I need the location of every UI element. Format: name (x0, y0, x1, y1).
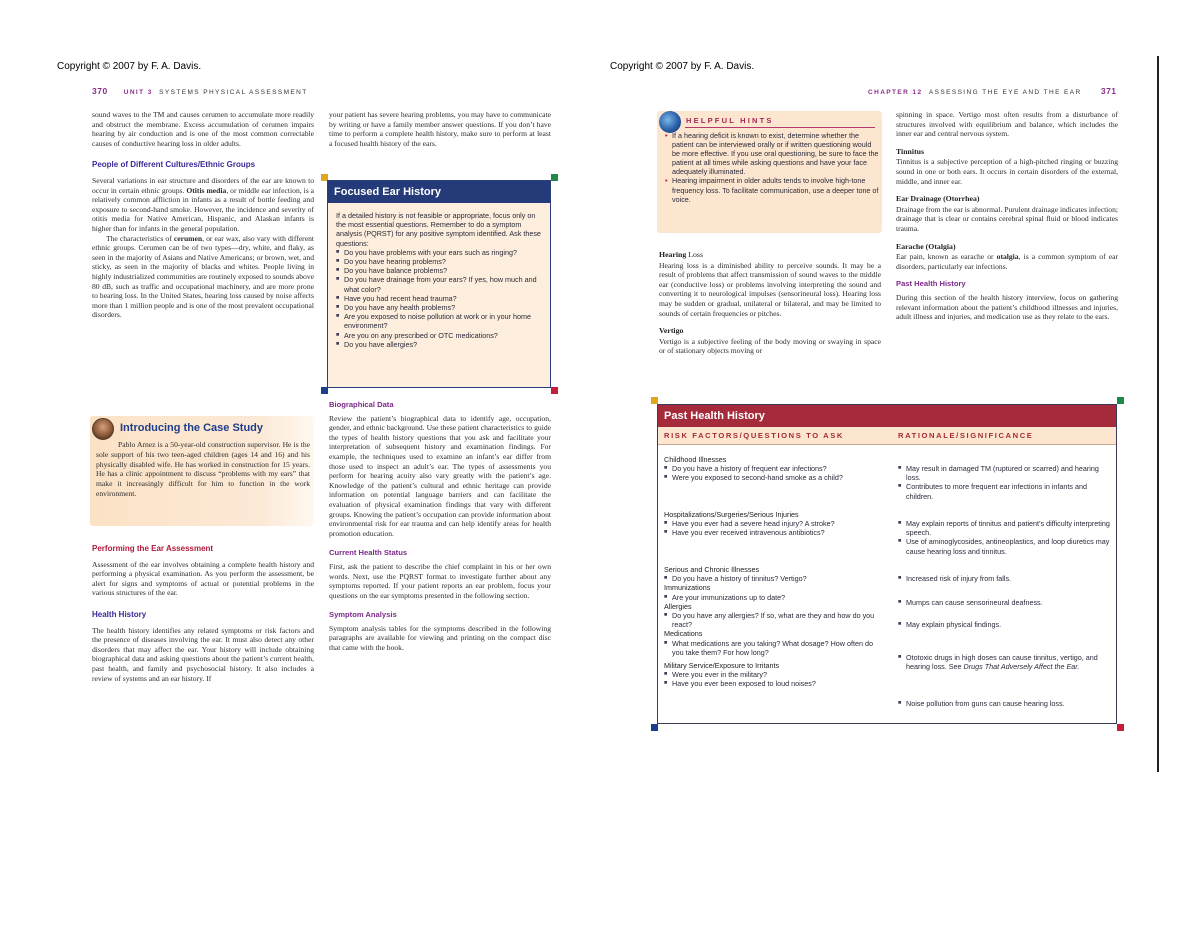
current-health-heading: Current Health Status (329, 548, 408, 558)
health-history-heading: Health History (92, 609, 147, 619)
corner-marker (551, 174, 558, 181)
table-row (664, 565, 882, 689)
current-health-paragraph: First, ask the patient to describe the chief complaint in his or her own words. Next, use the PQRST format to investigate further about any symptoms reported. If your patient reports an ear problem, focus your questions on the ear symptoms presented in the following section. (329, 561, 551, 600)
copyright-left: Copyright © 2007 by F. A. Davis. (57, 61, 202, 72)
table-rationale: ■ Noise pollution from guns can cause hearing loss. (898, 699, 1110, 708)
list-item: ■ Are you exposed to noise pollution at work or in your home environment? (336, 312, 542, 330)
list-item: • Hearing impairment in older adults tends to involve high-tone frequency loss. To facilitate communication, use a deeper tone of voice. (665, 176, 879, 203)
left-column-2-top (329, 110, 551, 148)
focused-box-body (328, 203, 550, 349)
table-category: Childhood Illnesses (664, 455, 727, 464)
earache-paragraph: Ear pain, known as earache or otalgia, is a common symptom of ear disorders, particularly ear infections. (896, 252, 1118, 271)
table-question: ■ Do you have a history of tinnitus? Vertigo? (664, 574, 882, 583)
list-item: ■ Do you have allergies? (336, 340, 542, 349)
hearing-loss-paragraph: Hearing loss is a diminished ability to perceive sounds. It may be a result of problems that affect transmission of sound waves to the middle ear (conductive loss) or problems involving interpreting the sound and converting it to neurological impulses (sensorineural loss). Hearing loss may be sudden or gradual, unilateral or bilateral, and may be limited to sounds of certain frequencies or pitches. (659, 260, 881, 318)
left-column-1-lower (92, 540, 314, 683)
performing-paragraph: Assessment of the ear involves obtaining a complete health history and performing a physical examination. As you perform the assessment, be alert for signs and symptoms of actual or potential problems in the various structures of the ear. (92, 559, 314, 598)
unit-label: UNIT 3 (123, 89, 153, 96)
table-category: Serious and Chronic Illnesses (664, 565, 760, 574)
copyright-right: Copyright © 2007 by F. A. Davis. (610, 61, 755, 72)
list-item: ■ Do you have hearing problems? (336, 257, 542, 266)
table-row (898, 464, 1110, 501)
list-item: ■ Do you have balance problems? (336, 266, 542, 275)
vertigo-heading: Vertigo (659, 326, 684, 336)
corner-marker (651, 397, 658, 404)
symptom-analysis-paragraph: Symptom analysis tables for the symptoms described in the following paragraphs are available for viewing and printing on the compact disc that came with the book. (329, 623, 551, 653)
running-head-left (92, 86, 308, 96)
table-rationale: ■ Mumps can cause sensorineural deafness. (898, 598, 1110, 607)
table-rationale: ■ May explain physical findings. (898, 620, 1110, 629)
hearing-loss-heading: Hearing Loss (659, 250, 703, 259)
table-row (898, 620, 1110, 629)
running-head-right (868, 86, 1117, 96)
table-header-row (658, 427, 1116, 445)
table-category: Hospitalizations/Surgeries/Serious Injuries (664, 510, 799, 519)
vertigo-paragraph: Vertigo is a subjective feeling of the body moving or swaying in space or of stationary objects moving or (659, 336, 881, 356)
earache-heading: Earache (Otalgia) (896, 241, 956, 251)
list-item: ■ Do you have any health problems? (336, 303, 542, 312)
tinnitus-heading: Tinnitus (896, 146, 925, 156)
col2-intro-paragraph: your patient has severe hearing problems, you may have to communicate by writing or have a family member answer questions. If you don’t have time to perform a complete health history, make sure to perform at least a focused health history of the ears. (329, 110, 551, 148)
right-column-1 (659, 242, 881, 356)
table-question: ■ Were you exposed to second-hand smoke as a child? (664, 473, 882, 482)
past-health-paragraph: During this section of the health history interview, focus on gathering relevant information about the patient’s childhood illnesses and injuries, adult illness and injuries, and medication use as they relate to the ears. (896, 292, 1118, 322)
hints-list (665, 131, 879, 204)
performing-heading: Performing the Ear Assessment (92, 544, 214, 553)
table-header-left: RISK FACTORS/QUESTIONS TO ASK (664, 431, 845, 440)
table-question: ■ Have you ever been exposed to loud noises? (664, 679, 882, 688)
bio-heading: Biographical Data (329, 400, 394, 409)
tinnitus-paragraph: Tinnitus is a subjective perception of a high-pitched ringing or buzzing sound in one or both ears. It occurs in certain disorders of the external, middle, and inner ear. (896, 157, 1118, 186)
table-rationale: ■ May result in damaged TM (ruptured or scarred) and hearing loss. (898, 464, 1110, 482)
table-row (898, 574, 1110, 583)
table-row (898, 699, 1110, 708)
helpful-hints-box (657, 111, 882, 233)
globe-icon (659, 111, 681, 133)
table-category: Allergies (664, 601, 692, 611)
chapter-label: CHAPTER 12 (868, 89, 923, 96)
list-item: • If a hearing deficit is known to exist, determine whether the patient can be interviewed orally or if written questioning would be more effective. If you use oral questioning, be sure to face the patient at all times while asking questions and have your face adequately illuminated. (665, 131, 879, 176)
drainage-heading: Ear Drainage (Otorrhea) (896, 194, 980, 204)
past-health-history-table (657, 404, 1117, 724)
table-row (664, 510, 882, 538)
people-paragraph-1: Several variations in ear structure and disorders of the ear are known to occur in certain ethnic groups. Otitis media, or middle ear infection, is a relatively common affliction in infants as a result of bottle feeding and exposure to second-hand smoke. However, the incidence and severity of otitis media for Native American, Hispanic, and Alaskan infants is higher than for infants in the general population. (92, 175, 314, 233)
table-row (898, 598, 1110, 607)
table-question: ■ Have you ever had a severe head injury? A stroke? (664, 519, 882, 528)
list-item: ■ Do you have drainage from your ears? If yes, how much and what color? (336, 275, 542, 293)
list-item: ■ Have you had recent head trauma? (336, 294, 542, 303)
table-row (898, 519, 1110, 556)
table-category: Military Service/Exposure to Irritants (664, 661, 780, 671)
focused-question-list (336, 248, 542, 349)
table-header-right: RATIONALE/SIGNIFICANCE (898, 431, 1034, 440)
corner-marker (651, 724, 658, 731)
page-edge-rule (1157, 56, 1159, 772)
patient-photo-icon (92, 418, 114, 440)
symptom-analysis-heading: Symptom Analysis (329, 610, 397, 620)
people-heading: People of Different Cultures/Ethnic Groups (92, 160, 256, 170)
page-number-left: 370 (92, 86, 108, 96)
corner-marker (1117, 397, 1124, 404)
health-history-paragraph: The health history identifies any related symptoms or risk factors and the presence of diseases involving the ear. It must also detect any other disorders that may affect the ear. Your history will include obtaining biographical data and asking questions about the patient’s current health, past health, and family and psychosocial history. It also includes a review of systems and an ear history. If (92, 625, 314, 683)
hints-title: HELPFUL HINTS (686, 116, 774, 125)
focused-ear-history-box (327, 180, 551, 388)
table-question: ■ Were you ever in the military? (664, 670, 882, 679)
people-paragraph-2: The characteristics of cerumen, or ear wax, also vary with different ethnic groups. Cerumen can be of two types—dry, white, and flaky, as seen in the majority of Asians and Native Americans; or brown, wet, and sticky, as seen in the majority of blacks and whites. People living in highly industrialized communities are routinely exposed to sounds above 80 dB, such as traffic and occupational machinery, and are more prone to hearing loss. In the United States, hearing loss caused by noise affects more than 1 million people and is one of the most prevalent occupational disorders. (92, 233, 314, 320)
unit-section-label: SYSTEMS PHYSICAL ASSESSMENT (159, 89, 308, 96)
page-number-right: 371 (1100, 86, 1117, 96)
table-row (664, 455, 882, 483)
table-category: Immunizations (664, 583, 711, 593)
right-column-2 (896, 110, 1118, 322)
case-study-title: Introducing the Case Study (120, 422, 264, 434)
drainage-paragraph: Drainage from the ear is abnormal. Purulent drainage indicates infection; drainage that is clear or contains cerebral spinal fluid or blood indicates trauma. (896, 204, 1118, 233)
table-question: ■ Have you ever received intravenous antibiotics? (664, 528, 882, 537)
focused-box-title: Focused Ear History (328, 181, 550, 203)
table-row (898, 653, 1110, 671)
list-item: ■ Are you on any prescribed or OTC medications? (336, 331, 542, 340)
case-study-text: Pablo Arnez is a 50-year-old construction supervisor. He is the sole support of his two teen-aged children (ages 14 and 16) and his physically disabled wife. He has worked in construction for 15 years. He has a clinic appointment to discuss “problems with my ears” that make it increasingly difficult for him to function in the work environment. (96, 440, 310, 498)
corner-marker (321, 387, 328, 394)
col1-intro-paragraph: sound waves to the TM and causes cerumen to accumulate more readily and obstruct the membrane. Excess accumulation of cerumen impairs hearing by air conduction and is one of the most common correctable causes of conductive hearing loss in older adults. (92, 110, 314, 148)
past-health-heading: Past Health History (896, 279, 966, 289)
bio-paragraph: Review the patient’s biographical data to identify age, occupation, gender, and ethnic background. Use these patient characteristics to guide the types of health history questions that you ask and facilitate your interpretation of subsequent history and examination findings. For example, the techniques used to examine an infant’s ear differ from those used to inspect an adult’s ear. The types of assessments you perform for hearing acuity also vary greatly with the patient’s age. Knowledge of the patient’s cultural and ethnic heritage can provide information on potential language barriers and can facilitate the evaluation of physical examination findings that vary with different groups. Knowing the patient’s occupation can provide information about environmental risk for ear trauma and can help identify areas for health promotion education. (329, 413, 551, 538)
case-study-box (90, 416, 314, 526)
table-question: ■ Are your immunizations up to date? (664, 593, 882, 602)
table-question: ■ Do you have a history of frequent ear infections? (664, 464, 882, 473)
corner-marker (1117, 724, 1124, 731)
table-rationale: ■ Ototoxic drugs in high doses can cause tinnitus, vertigo, and hearing loss. See Drugs That Adversely Affect the Ear. (898, 653, 1110, 671)
list-item: ■ Do you have problems with your ears such as ringing? (336, 248, 542, 257)
left-column-1 (92, 110, 314, 320)
table-question: ■ What medications are you taking? What dosage? How often do you take them? For how long? (664, 639, 882, 657)
focused-intro: If a detailed history is not feasible or appropriate, focus only on the most essential questions. Remember to do a symptom analysis (PQRST) for any positive symptom identified. Ask these questions: (336, 211, 541, 248)
table-rationale: ■ Contributes to more frequent ear infections in infants and children. (898, 482, 1110, 500)
table-category: Medications (664, 629, 703, 639)
table-rationale: ■ May explain reports of tinnitus and patient’s difficulty interpreting speech. (898, 519, 1110, 537)
hints-divider (685, 127, 875, 128)
left-column-2-lower (329, 396, 551, 653)
table-rationale: ■ Use of aminoglycosides, antineoplastics, and loop diuretics may cause hearing loss and tinnitus. (898, 537, 1110, 555)
table-question: ■ Do you have any allergies? If so, what are they and how do you react? (664, 611, 882, 629)
corner-marker (551, 387, 558, 394)
table-rationale: ■ Increased risk of injury from falls. (898, 574, 1110, 583)
vertigo-continued-paragraph: spinning in space. Vertigo most often results from a disturbance of structures involved with equilibrium and balance, which includes the inner ear and central nervous system. (896, 110, 1118, 139)
chapter-section-label: ASSESSING THE EYE AND THE EAR (928, 89, 1082, 96)
table-title: Past Health History (658, 405, 1116, 427)
